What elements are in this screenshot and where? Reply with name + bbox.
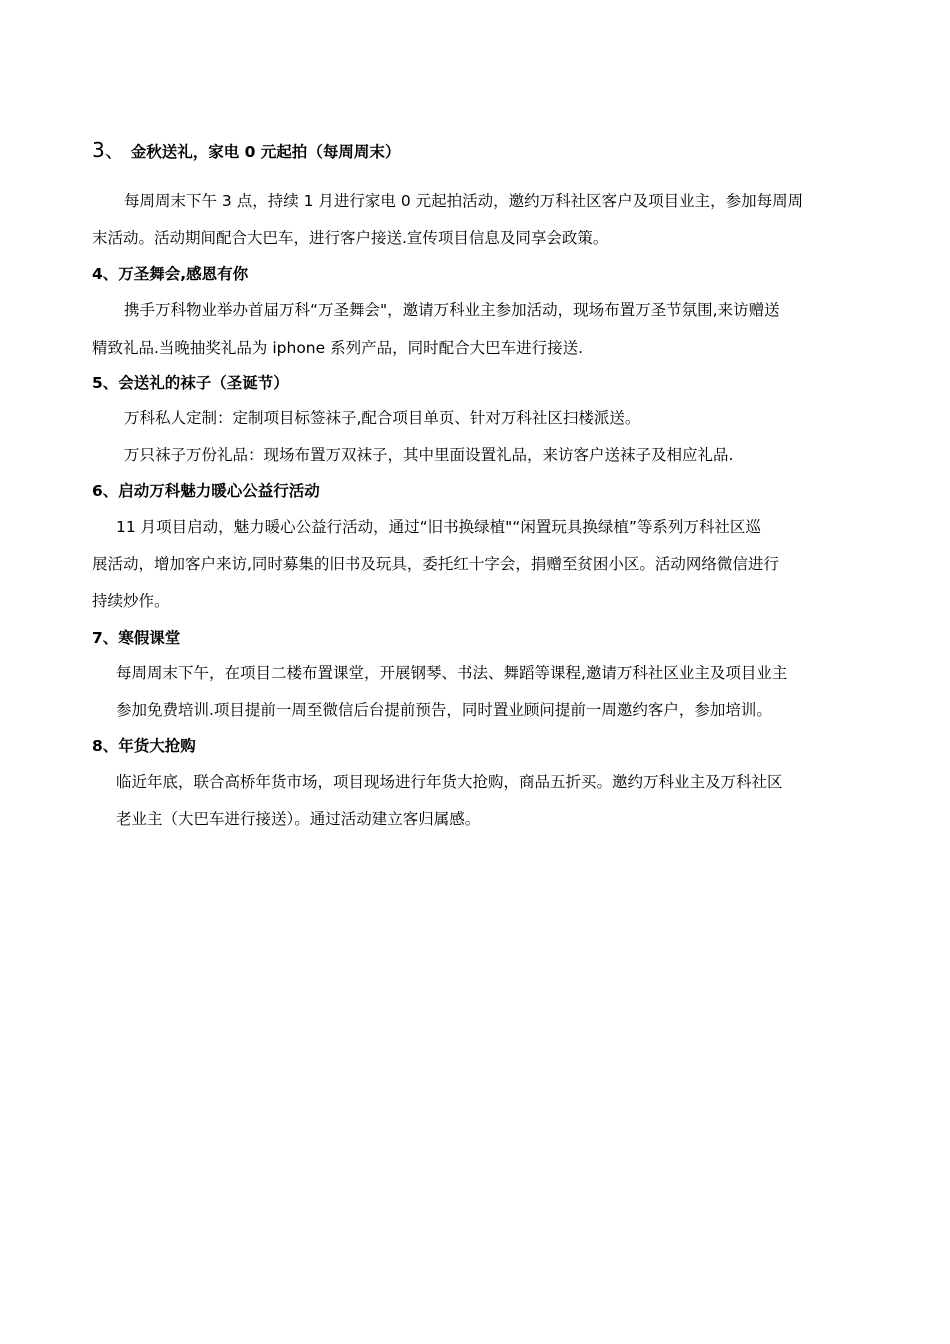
section-6-paragraph-line: 持续炒作。	[92, 592, 170, 610]
section-6-paragraph-line: 展活动，增加客户来访,同时募集的旧书及玩具，委托红十字会，捐赠至贫困小区。活动网络微信进行	[92, 555, 779, 573]
section-5-paragraph-line: 万只袜子万份礼品：现场布置万双袜子，其中里面设置礼品，来访客户送袜子及相应礼品.	[124, 446, 734, 464]
section-8-paragraph-line: 老业主（大巴车进行接送）。通过活动建立客归属感。	[116, 810, 481, 828]
section-3-heading	[92, 139, 950, 163]
section-3-number: 3、	[92, 138, 125, 162]
section-7-heading: 7、寒假课堂	[92, 629, 181, 647]
section-4-heading: 4、万圣舞会,感恩有你	[92, 265, 249, 283]
section-8-paragraph-line: 临近年底，联合高桥年货市场，项目现场进行年货大抢购，商品五折买。邀约万科业主及万科社区	[116, 773, 783, 791]
section-6-heading: 6、启动万科魅力暖心公益行活动	[92, 482, 320, 500]
section-7-paragraph-line: 参加免费培训.项目提前一周至微信后台提前预告，同时置业顾问提前一周邀约客户，参加培训。	[116, 701, 772, 719]
section-5-paragraph-line: 万科私人定制：定制项目标签袜子,配合项目单页、针对万科社区扫楼派送。	[124, 409, 641, 427]
section-6-paragraph-line: 11 月项目启动，魅力暖心公益行活动，通过“旧书换绿植"“闲置玩具换绿植”等系列万科社区巡	[116, 518, 761, 536]
section-5-heading: 5、会送礼的袜子（圣诞节）	[92, 374, 289, 392]
section-3-title: 金秋送礼，家电 0 元起拍（每周周末）	[130, 143, 401, 161]
section-4-paragraph-line: 携手万科物业举办首届万科“万圣舞会"，邀请万科业主参加活动，现场布置万圣节氛围,来访赠送	[124, 301, 780, 319]
section-4-paragraph-line: 精致礼品.当晚抽奖礼品为 iphone 系列产品，同时配合大巴车进行接送.	[92, 339, 584, 357]
section-7-paragraph-line: 每周周末下午，在项目二楼布置课堂，开展钢琴、书法、舞蹈等课程,邀请万科社区业主及项目业主	[116, 664, 788, 682]
section-3-paragraph-line: 末活动。活动期间配合大巴车，进行客户接送.宣传项目信息及同享会政策。	[92, 229, 609, 247]
section-3-paragraph-line: 每周周末下午 3 点，持续 1 月进行家电 0 元起拍活动，邀约万科社区客户及项目业主，参加每周周	[124, 192, 804, 210]
section-8-heading: 8、年货大抢购	[92, 737, 196, 755]
